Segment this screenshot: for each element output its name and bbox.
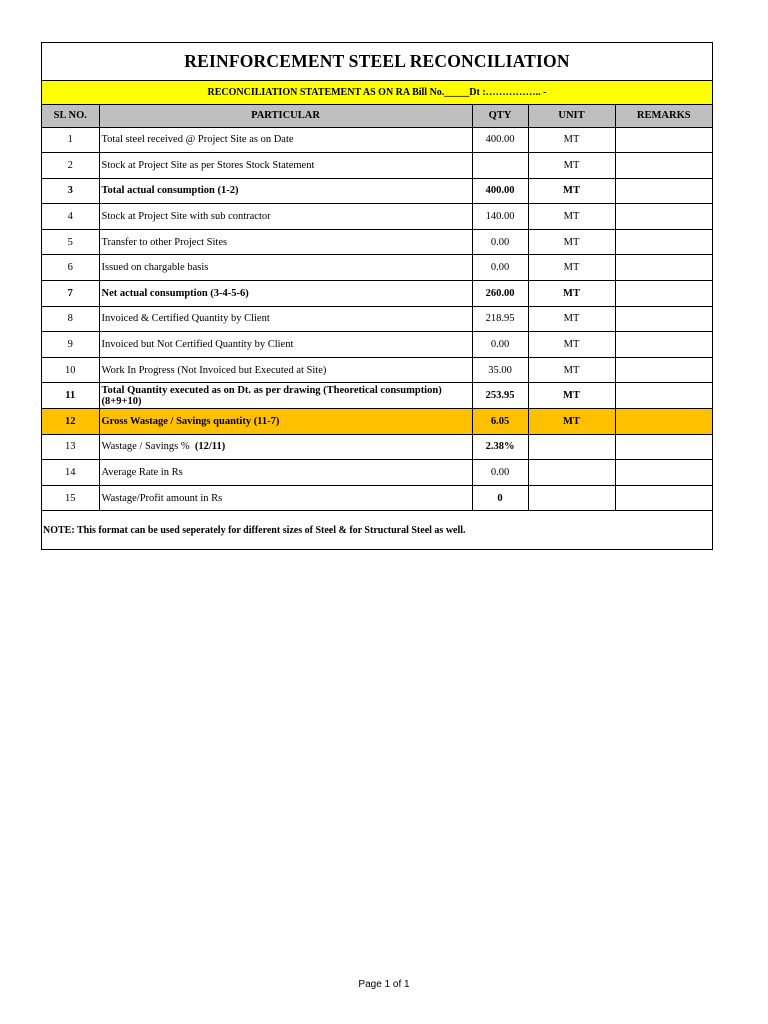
cell-remarks — [615, 127, 712, 153]
cell-remarks — [615, 306, 712, 332]
cell-unit: MT — [528, 357, 615, 383]
table-row — [42, 383, 712, 409]
table-row — [42, 178, 712, 204]
cell-unit: MT — [528, 178, 615, 204]
table-row — [42, 357, 712, 383]
table-row — [42, 434, 712, 460]
cell-unit: MT — [528, 281, 615, 307]
cell-unit: MT — [528, 306, 615, 332]
table-row — [42, 485, 712, 511]
cell-unit: MT — [528, 153, 615, 179]
cell-particular: Average Rate in Rs — [99, 460, 472, 486]
cell-sl: 11 — [42, 383, 99, 409]
cell-remarks — [615, 332, 712, 358]
cell-particular: Total steel received @ Project Site as on Date — [99, 127, 472, 153]
cell-sl: 2 — [42, 153, 99, 179]
cell-remarks — [615, 229, 712, 255]
table-row — [42, 127, 712, 153]
particular-formula: (12/11) — [194, 441, 226, 453]
cell-remarks — [615, 460, 712, 486]
cell-remarks — [615, 178, 712, 204]
cell-sl: 13 — [42, 434, 99, 460]
note-text: NOTE: This format can be used seperately for different sizes of Steel & for Structural Steel as well. — [43, 524, 466, 536]
cell-sl: 7 — [42, 281, 99, 307]
cell-remarks — [615, 409, 712, 435]
table-row — [42, 204, 712, 230]
page-footer: Page 1 of 1 — [358, 979, 410, 990]
cell-unit: MT — [528, 229, 615, 255]
cell-qty: 260.00 — [472, 281, 528, 307]
table-row-highlighted — [42, 409, 712, 435]
cell-remarks — [615, 357, 712, 383]
cell-qty: 35.00 — [472, 357, 528, 383]
header-sl-no: SL NO. — [42, 105, 99, 127]
particular-text: Wastage / Savings % — [101, 441, 195, 453]
cell-particular: Wastage/Profit amount in Rs — [99, 485, 472, 511]
cell-qty: 0 — [472, 485, 528, 511]
table-row — [42, 229, 712, 255]
cell-sl: 8 — [42, 306, 99, 332]
cell-particular: Work In Progress (Not Invoiced but Executed at Site) — [99, 357, 472, 383]
cell-particular: Total Quantity executed as on Dt. as per drawing (Theoretical consumption) (8+9+10) — [99, 383, 472, 409]
cell-unit — [528, 485, 615, 511]
cell-particular: Total actual consumption (1-2) — [99, 178, 472, 204]
cell-unit: MT — [528, 127, 615, 153]
cell-remarks — [615, 383, 712, 409]
cell-unit — [528, 460, 615, 486]
cell-qty: 2.38% — [472, 434, 528, 460]
cell-qty: 0.00 — [472, 332, 528, 358]
table-row — [42, 153, 712, 179]
cell-remarks — [615, 255, 712, 281]
cell-sl: 6 — [42, 255, 99, 281]
cell-remarks — [615, 204, 712, 230]
cell-qty: 218.95 — [472, 306, 528, 332]
cell-qty: 140.00 — [472, 204, 528, 230]
cell-particular: Gross Wastage / Savings quantity (11-7) — [99, 409, 472, 435]
cell-qty: 0.00 — [472, 229, 528, 255]
cell-particular: Stock at Project Site with sub contractor — [99, 204, 472, 230]
reconciliation-sheet — [41, 42, 713, 550]
cell-particular: Issued on chargable basis — [99, 255, 472, 281]
cell-particular: Invoiced but Not Certified Quantity by Client — [99, 332, 472, 358]
cell-unit: MT — [528, 383, 615, 409]
cell-remarks — [615, 281, 712, 307]
table-row — [42, 281, 712, 307]
cell-sl: 1 — [42, 127, 99, 153]
document-subtitle: RECONCILIATION STATEMENT AS ON RA Bill No._____Dt :…………….. - — [42, 81, 712, 105]
cell-particular: Invoiced & Certified Quantity by Client — [99, 306, 472, 332]
header-remarks: REMARKS — [615, 105, 712, 127]
cell-sl: 14 — [42, 460, 99, 486]
cell-unit: MT — [528, 332, 615, 358]
table-row — [42, 332, 712, 358]
cell-qty: 0.00 — [472, 460, 528, 486]
cell-particular: Stock at Project Site as per Stores Stock Statement — [99, 153, 472, 179]
cell-qty: 400.00 — [472, 178, 528, 204]
document-title: REINFORCEMENT STEEL RECONCILIATION — [42, 43, 712, 81]
cell-sl: 9 — [42, 332, 99, 358]
cell-qty: 253.95 — [472, 383, 528, 409]
reconciliation-table — [42, 105, 712, 511]
header-unit: UNIT — [528, 105, 615, 127]
cell-unit: MT — [528, 255, 615, 281]
cell-remarks — [615, 485, 712, 511]
cell-particular: Transfer to other Project Sites — [99, 229, 472, 255]
table-row — [42, 306, 712, 332]
cell-qty: 400.00 — [472, 127, 528, 153]
table-row — [42, 255, 712, 281]
cell-remarks — [615, 153, 712, 179]
cell-qty — [472, 153, 528, 179]
header-particular: PARTICULAR — [99, 105, 472, 127]
cell-unit — [528, 434, 615, 460]
cell-qty: 0.00 — [472, 255, 528, 281]
cell-qty: 6.05 — [472, 409, 528, 435]
cell-unit: MT — [528, 204, 615, 230]
table-row — [42, 460, 712, 486]
table-header-row — [42, 105, 712, 127]
cell-sl: 4 — [42, 204, 99, 230]
cell-unit: MT — [528, 409, 615, 435]
cell-sl: 5 — [42, 229, 99, 255]
cell-sl: 10 — [42, 357, 99, 383]
cell-sl: 3 — [42, 178, 99, 204]
cell-particular — [99, 434, 472, 460]
cell-particular: Net actual consumption (3-4-5-6) — [99, 281, 472, 307]
cell-remarks — [615, 434, 712, 460]
cell-sl: 12 — [42, 409, 99, 435]
header-qty: QTY — [472, 105, 528, 127]
cell-sl: 15 — [42, 485, 99, 511]
